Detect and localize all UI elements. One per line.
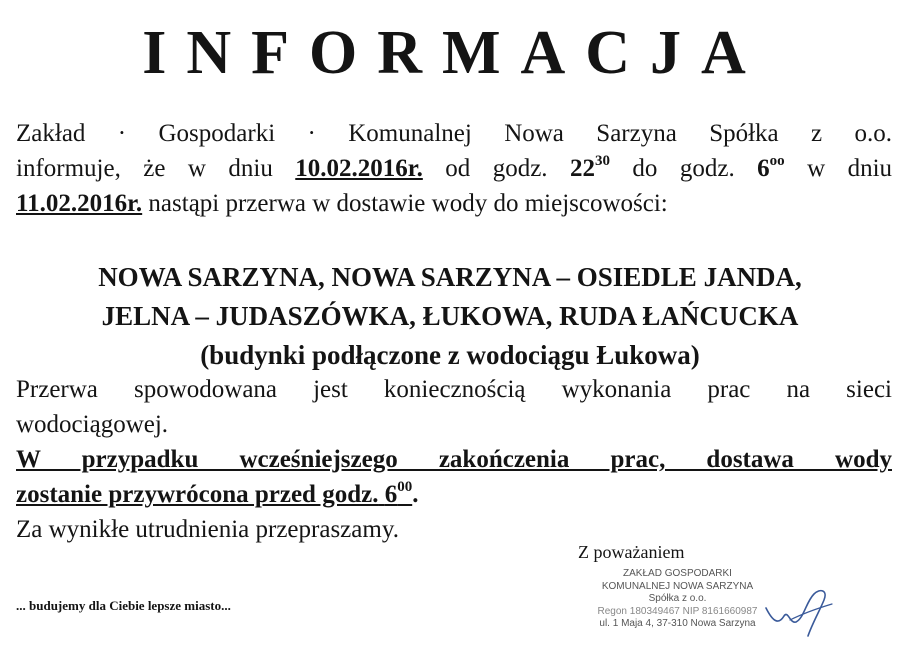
reason-line-1: Przerwa spowodowana jest koniecznością wykonania prac na sieci [16,376,892,403]
towns-line-1: NOWA SARZYNA, NOWA SARZYNA – OSIEDLE JANDA, [98,262,802,292]
end-time-hour: 6 [757,155,770,182]
towns-line-3: (budynki podłączone z wodociągu Łukowa) [200,340,700,370]
towns-line-2: JELNA – JUDASZÓWKA, ŁUKOWA, RUDA ŁAŃCUCKA [101,301,799,331]
reason-line-2: wodociągowej. [16,411,169,438]
start-time-minutes: 30 [594,153,610,169]
start-time [570,155,610,182]
restore-hour: 6 [384,481,398,508]
page-title: INFORMACJA [142,19,766,87]
end-time-minutes: oo [769,153,785,169]
intro-text-b: od godz. [445,155,548,182]
end-date: 11.02.2016r. [16,190,143,217]
intro-text-c: do godz. [632,155,735,182]
stamp-line-1: ZAKŁAD GOSPODARKI [623,568,732,579]
intro-line-2 [16,151,892,186]
stamp-line-5: ul. 1 Maja 4, 37-310 Nowa Sarzyna [599,618,756,629]
stamp-line-3: Spółka z o.o. [648,593,707,604]
reason-paragraph [16,372,892,442]
towns-list [0,258,900,375]
start-time-hour: 22 [569,155,595,182]
closing-text: Z poważaniem [578,542,685,562]
notice-text [16,481,412,508]
notice-period: . [412,481,419,508]
intro-line-3 [16,186,892,221]
intro-text-a: informuje, że w dniu [16,155,273,182]
stamp-line-2: KOMUNALNEJ NOWA SARZYNA [601,580,754,592]
notice-line-2 [16,477,892,512]
slogan: ... budujemy dla Ciebie lepsze miasto... [16,598,231,613]
signature-icon [760,580,840,640]
start-date: 10.02.2016r. [295,155,423,182]
intro-paragraph [16,116,892,221]
intro-text-e: nastąpi przerwa w dostawie wody do miejscowości: [148,190,668,217]
notice-line-2-text: zostanie przywrócona przed godz. [16,481,379,508]
restore-minutes: 00 [397,479,413,495]
company-stamp [585,568,770,631]
end-time [757,155,785,182]
intro-line-1: Zakład · Gospodarki · Komunalnej Nowa Sarzyna Spółka z o.o. [16,120,892,147]
apology: Za wynikłe utrudnienia przepraszamy. [16,516,399,543]
notice-paragraph [16,442,892,512]
notice-line-1: W przypadku wcześniejszego zakończenia prac, dostawa wody [16,446,892,473]
intro-text-d: w dniu [807,155,893,182]
stamp-line-4: Regon 180349467 NIP 8161660987 [597,605,758,617]
